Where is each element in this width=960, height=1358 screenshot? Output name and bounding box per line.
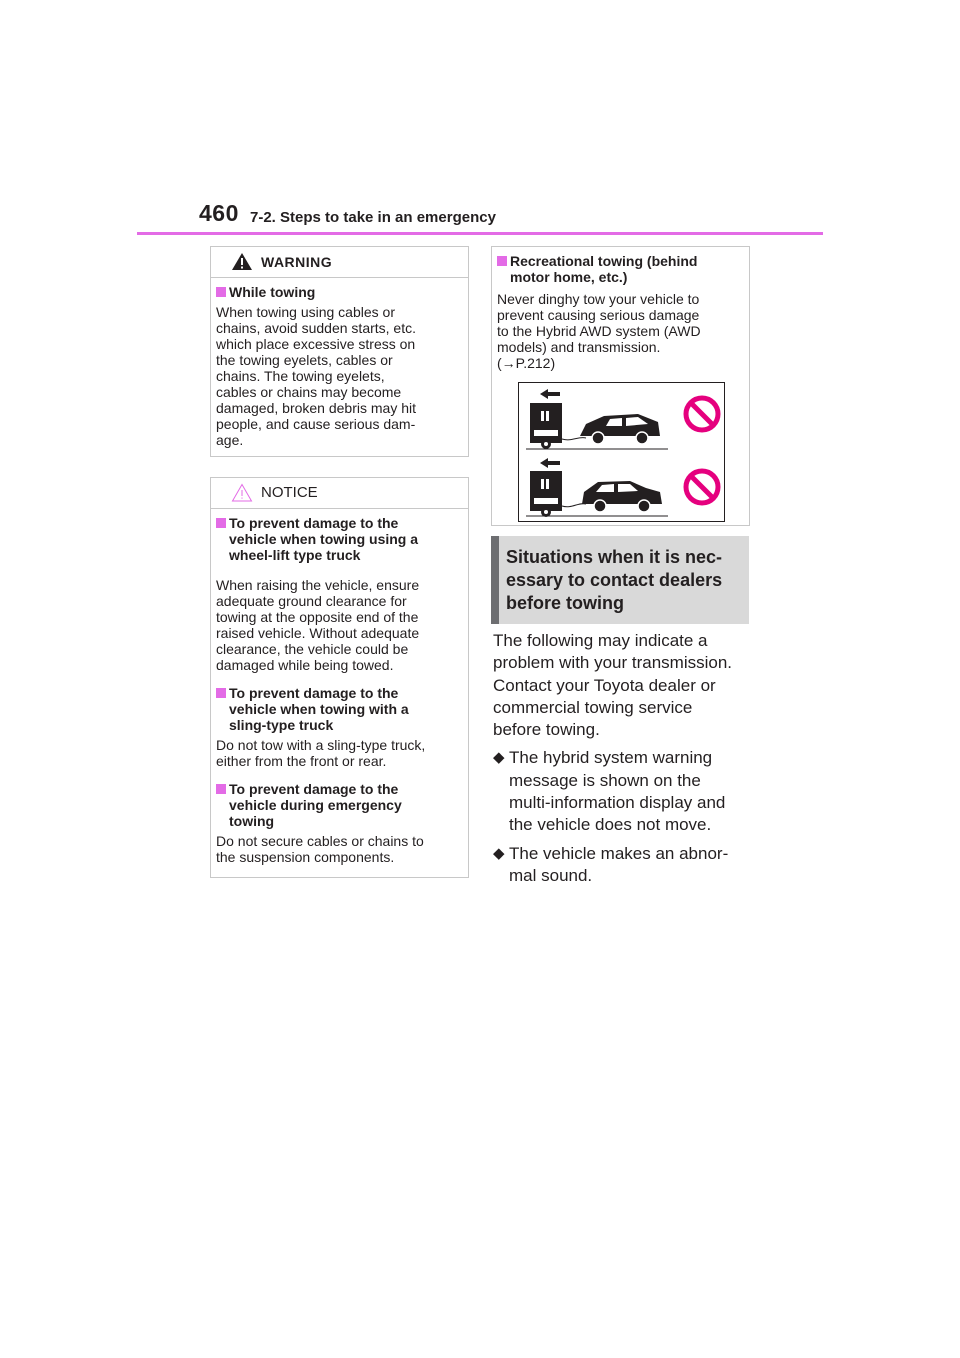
list-item: ◆ The hybrid system warning message is shown on the multi-information display and the vehicle does not move. [493,747,763,836]
notice-item-body: Do not secure cables or chains to the suspension components. [216,833,424,865]
notice-box-header [211,478,468,509]
section-body [493,630,763,887]
square-bullet-icon [216,688,226,698]
warning-label: WARNING [261,254,333,270]
square-bullet-icon [497,256,507,266]
notice-item-body: Do not tow with a sling-type truck, either from the front or rear. [216,737,426,769]
section-intro: The following may indicate a problem with your transmission. Contact your Toyota dealer or commercial towing service before towing. [493,631,733,740]
motor-home-rear [530,403,562,449]
notice-triangle-icon [231,483,253,502]
notice-box [210,477,469,878]
recreational-towing-body: Never dinghy tow your vehicle to prevent causing serious damage to the Hybrid AWD system (AWD models) and transmission. (→P.212) [497,291,701,371]
header-divider [137,232,823,235]
list-item: ◆ The vehicle makes an abnor- mal sound. [493,843,763,888]
section-title: 7-2. Steps to take in an emergency [250,209,496,226]
notice-label: NOTICE [261,484,318,501]
notice-item-title: To prevent damage to the vehicle when towing using a wheel-lift type truck [216,515,462,563]
page-number: 460 [199,200,239,226]
motor-home-rear [530,471,562,517]
dinghy-tow-illustration [518,382,725,522]
diamond-bullet-icon: ◆ [493,844,505,862]
notice-item-body: When raising the vehicle, ensure adequate ground clearance for towing at the opposite end of the raised vehicle. Without adequate clearance, the vehicle could be damaged while being towed. [216,577,420,673]
notice-item-title: To prevent damage to the vehicle during emergency towing [216,781,462,829]
warning-item-title: While towing [216,284,462,300]
recreational-towing-box [491,246,750,526]
warning-triangle-icon [231,252,253,271]
section-heading: Situations when it is nec- essary to contact dealers before towing [491,536,749,624]
square-bullet-icon [216,784,226,794]
diamond-bullet-icon: ◆ [493,749,505,767]
recreational-towing-title: Recreational towing (behind motor home, etc.) [497,253,743,285]
warning-item-body: When towing using cables or chains, avoid sudden starts, etc. which place excessive stress on the towing eyelets, cables or chains. The towing eyelets, cables or chains may become damaged, broken debris may hit people, and cause serious dam- age. [216,304,416,448]
notice-item-title: To prevent damage to the vehicle when towing with a sling-type truck [216,685,462,733]
warning-box [210,246,469,457]
square-bullet-icon [216,287,226,297]
square-bullet-icon [216,518,226,528]
warning-box-header [211,247,468,278]
